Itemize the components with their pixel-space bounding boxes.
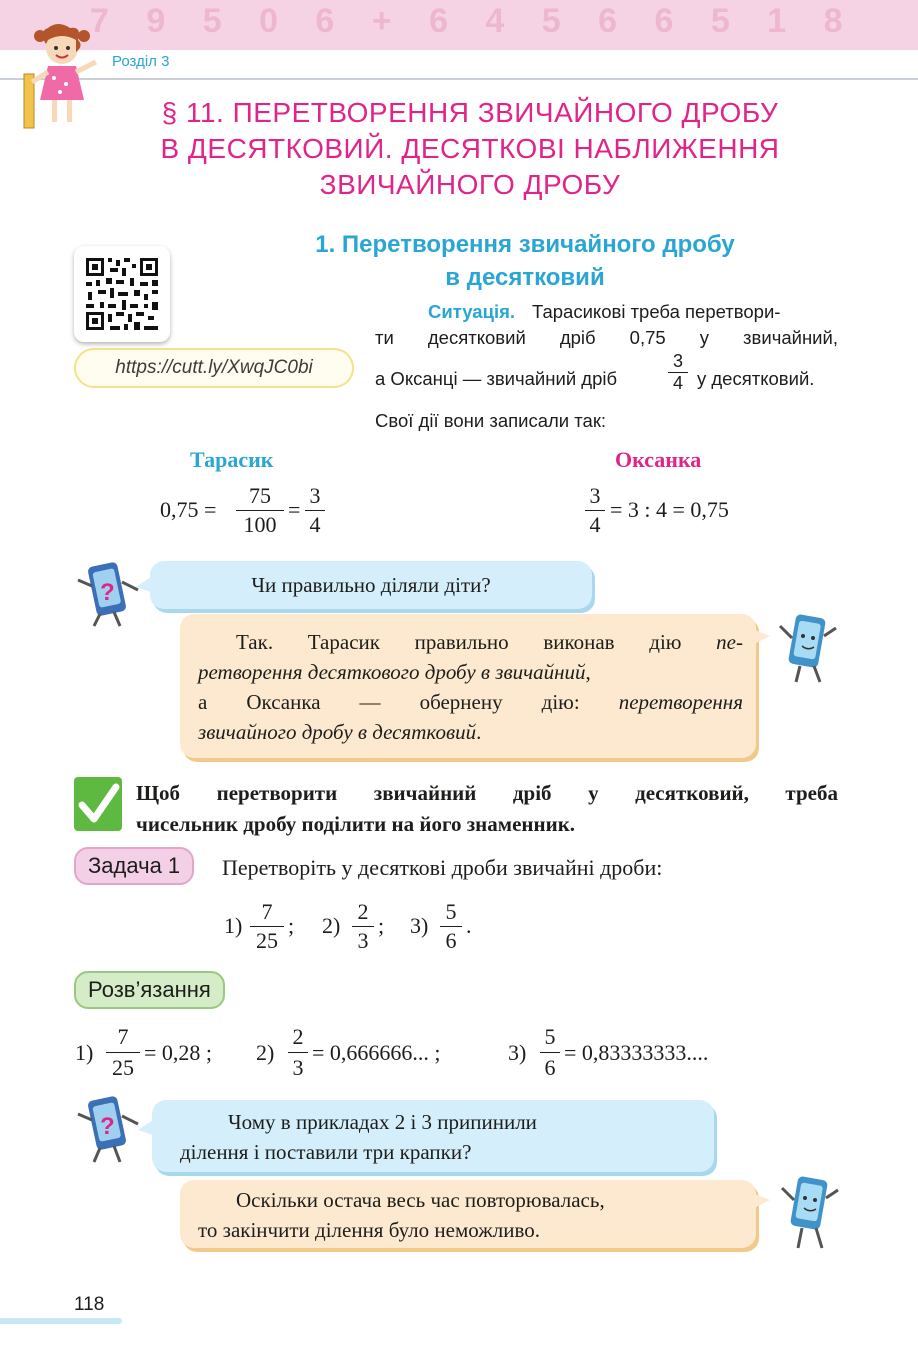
- fraction-denominator: 25: [112, 1055, 134, 1080]
- task-item-2-label: 2): [322, 913, 341, 938]
- qr-url-link[interactable]: https://cutt.ly/XwqJC0bi: [74, 348, 354, 388]
- rule-line-2: чисельник дробу поділити на його знаменник.: [136, 812, 576, 836]
- answer-phone-mascot-icon: [778, 1168, 842, 1252]
- fraction-numerator: 2: [292, 1024, 304, 1049]
- page-title: [100, 95, 840, 203]
- solution-item-1-label: 1): [75, 1040, 94, 1065]
- bubble-tail-icon: [750, 1192, 770, 1214]
- section-label: Розділ 3: [112, 53, 170, 70]
- situation-label: Ситуація.: [428, 301, 516, 322]
- svg-text:?: ?: [100, 1113, 115, 1140]
- answer-line-3: [198, 687, 743, 717]
- task-item-1-label: 1): [224, 913, 243, 938]
- fraction-numerator: 7: [261, 899, 273, 924]
- solution-result-2: = 0,666666... ;: [312, 1040, 441, 1065]
- fraction-numerator: 3: [672, 351, 683, 371]
- svg-text:?: ?: [100, 579, 115, 606]
- question-phone-mascot-icon: [72, 556, 144, 628]
- solution-fraction-1: [106, 1022, 140, 1083]
- fraction-numerator: 5: [445, 899, 457, 924]
- page-number-bar: [0, 1318, 122, 1324]
- oksanka-rhs: = 3 : 4 = 0,75: [610, 497, 729, 522]
- solution-label: Розв’язання: [74, 971, 225, 1009]
- answer-line-1-a: Так. Тарасик правильно виконав дію: [236, 630, 717, 654]
- question-bubble-2: [152, 1100, 714, 1172]
- question-2-line-1: Чому в прикладах 2 і 3 припинили: [228, 1110, 537, 1134]
- fraction-denominator: 4: [672, 373, 683, 393]
- subsection-heading: [245, 228, 805, 294]
- task-fraction-1: [250, 898, 284, 955]
- bubble-tail-icon: [138, 1118, 156, 1138]
- question-text-2: [180, 1107, 700, 1167]
- answer-line-4: [198, 717, 743, 747]
- situation-line-4: Свої дії вони записали так:: [375, 410, 607, 431]
- title-line-1: § 11. ПЕРЕТВОРЕННЯ ЗВИЧАЙНОГО ДРОБУ: [161, 97, 779, 128]
- banner-decoration: 7 9 5 0 6 + 6 4 5 6 6 5 1 8: [90, 2, 857, 40]
- answer-line-1-b: пе-: [716, 630, 743, 654]
- fraction-numerator: 75: [249, 483, 271, 508]
- task-text: Перетворіть у десяткові дроби звичайні дроби:: [222, 855, 663, 880]
- task-separator-1: ;: [288, 913, 295, 938]
- solution-result-3: = 0,83333333....: [564, 1040, 709, 1065]
- title-line-2: В ДЕСЯТКОВИЙ. ДЕСЯТКОВІ НАБЛИЖЕННЯ: [160, 133, 780, 164]
- fraction-denominator: 4: [309, 512, 321, 537]
- task-separator-3: .: [466, 913, 472, 938]
- answer-line-2-a: ретворення десяткового дробу в звичайний: [198, 660, 586, 684]
- fraction-denominator: 100: [243, 512, 277, 537]
- task-fraction-3: [440, 898, 462, 955]
- fraction-denominator: 3: [292, 1055, 304, 1080]
- answer-line-4-a: звичайного дробу в десятковий: [198, 720, 477, 744]
- fraction-numerator: 3: [309, 483, 321, 508]
- girl-mascot-icon: [18, 22, 110, 130]
- solution-item-2-label: 2): [256, 1040, 275, 1065]
- answer-bubble-2: [180, 1180, 756, 1248]
- situation-line-1: Тарасикові треба перетвори-: [532, 301, 781, 322]
- question-text-1: Чи правильно діляли діти?: [251, 573, 491, 597]
- answer-2-line-2: то закінчити ділення було неможливо.: [198, 1218, 540, 1242]
- question-2-line-2: ділення і поставили три крапки?: [180, 1140, 472, 1164]
- subsection-line-1: 1. Перетворення звичайного дробу: [315, 231, 735, 258]
- solution-item-3-label: 3): [508, 1040, 527, 1065]
- tarasyk-name: Тарасик: [190, 447, 274, 472]
- task-separator-2: ;: [378, 913, 385, 938]
- answer-line-3-a: а Оксанка — обернену дію:: [198, 690, 619, 714]
- fraction-numerator: 2: [357, 899, 369, 924]
- tarasyk-fraction-1: [236, 482, 284, 539]
- situation-line-2: ти десятковий дріб 0,75 у звичайний,: [375, 327, 838, 348]
- oksanka-name: Оксанка: [615, 447, 702, 472]
- rule-check-icon: [74, 777, 122, 831]
- solution-fraction-2: [288, 1022, 308, 1083]
- answer-line-3-b: перетворення: [618, 690, 743, 714]
- fraction-denominator: 25: [256, 928, 278, 953]
- tarasyk-equals: =: [288, 497, 301, 522]
- fraction-denominator: 3: [357, 928, 369, 953]
- answer-text-1: [198, 627, 743, 747]
- question-phone-mascot-icon: [72, 1090, 144, 1166]
- rule-line-1: Щоб перетворити звичайний дріб у десятковий, треба: [136, 781, 838, 805]
- qr-code-icon: [74, 246, 170, 342]
- task-fraction-2: [352, 898, 374, 955]
- solution-result-1: = 0,28 ;: [144, 1040, 213, 1065]
- task-label: Задача 1: [74, 847, 194, 885]
- fraction-numerator: 7: [117, 1024, 129, 1049]
- fraction-numerator: 3: [589, 483, 601, 508]
- rule-text: [136, 778, 838, 840]
- fraction-denominator: 4: [589, 512, 601, 537]
- tarasyk-fraction-2: [305, 482, 325, 539]
- answer-line-1: [198, 627, 743, 657]
- qr-code[interactable]: [74, 246, 170, 342]
- answer-line-4-b: .: [476, 720, 482, 744]
- oksanka-fraction: [585, 482, 605, 539]
- answer-text-2: [198, 1185, 743, 1245]
- answer-line-2-b: ,: [585, 660, 591, 684]
- solution-fraction-3: [540, 1022, 560, 1083]
- answer-bubble-1: [180, 614, 756, 758]
- fraction-numerator: 5: [544, 1024, 556, 1049]
- bubble-tail-icon: [750, 628, 770, 650]
- task-item-3-label: 3): [410, 913, 429, 938]
- situation-line-3-pre: а Оксанці — звичайний дріб: [375, 368, 618, 389]
- subsection-line-2: в десятковий: [445, 264, 605, 291]
- situation-fraction: [668, 351, 688, 394]
- question-bubble-1: [150, 561, 592, 609]
- page-number: 118: [74, 1294, 105, 1315]
- fraction-denominator: 6: [445, 928, 457, 953]
- situation-line-3-post: у десятковий.: [697, 368, 815, 389]
- answer-2-line-1: Оскільки остача весь час повторювалась,: [236, 1188, 605, 1212]
- fraction-denominator: 6: [544, 1055, 556, 1080]
- top-banner: [0, 0, 918, 50]
- tarasyk-lhs: 0,75 =: [160, 497, 217, 522]
- answer-line-2: [198, 657, 743, 687]
- answer-phone-mascot-icon: [776, 606, 840, 686]
- title-line-3: ЗВИЧАЙНОГО ДРОБУ: [319, 169, 621, 200]
